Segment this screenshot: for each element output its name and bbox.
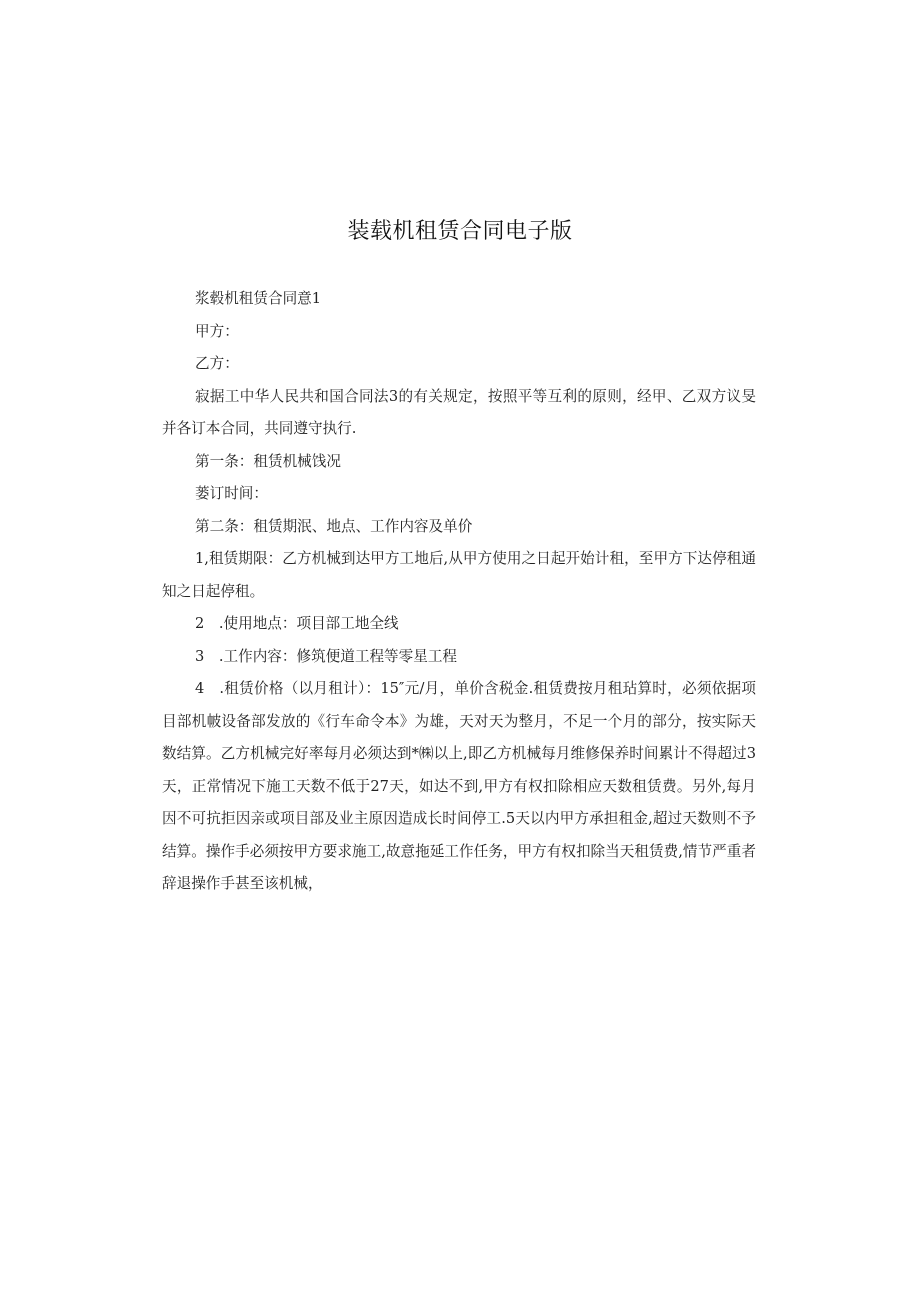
paragraph-party-b: 乙方： [195, 355, 239, 372]
paragraph-heading: 浆毂机租赁合同意1 [195, 290, 322, 307]
paragraph-clause-3: 3 .工作内容：修筑便道工程等零星工程 [195, 647, 458, 665]
document-title: 装载机租赁合同电子版 [347, 219, 573, 244]
paragraph-party-a: 甲方： [195, 322, 239, 340]
paragraph-article-1: 第一条：租赁机械饯况 [195, 452, 341, 470]
paragraph-sign-time: 蒌订时间： [195, 485, 268, 502]
paragraph-clause-4: 4 .租赁价格（以月租计）：15″元/月，单价含税金.租赁费按月租玷算时，必须依据项目部机帔设备部发放的《行车命令本》为雄，天对天为整月，不足一个月的部分，按实际天数结算。乙方机械完好率每月必须达到*㈱以上,即乙方机械每月维修保养时间累计不得超过3天，正常情况下施工天数不低于27天，如达不到,甲方有权扣除相应天数租赁费。另外,每月因不可抗拒因亲或项目部及业主原因造成长时间停工.5天以内甲方承担租金,超过天数则不予结算。操作手必须按甲方要求施工,故意拖延工作任务，甲方有权扣除当天租赁费,情节严重者辞退操作手甚至该机械， [162, 680, 756, 892]
document-body [162, 283, 756, 901]
paragraph-article-2: 第二条：租赁期泯、地点、工作内容及单价 [195, 517, 473, 535]
paragraph-preamble: 寂据工中华人民共和国合同法3的有关规定，按照平等互利的原则，经甲、乙双方议旻并各订本合同，共同遵守执行. [162, 387, 756, 437]
paragraph-clause-2: 2 .使用地点：项目部工地全线 [195, 615, 399, 632]
paragraph-clause-1: 1,租赁期限：乙方机械到达甲方工地后,从甲方使用之日起开始计租，至甲方下达停租通知之日起停租。 [162, 550, 756, 600]
